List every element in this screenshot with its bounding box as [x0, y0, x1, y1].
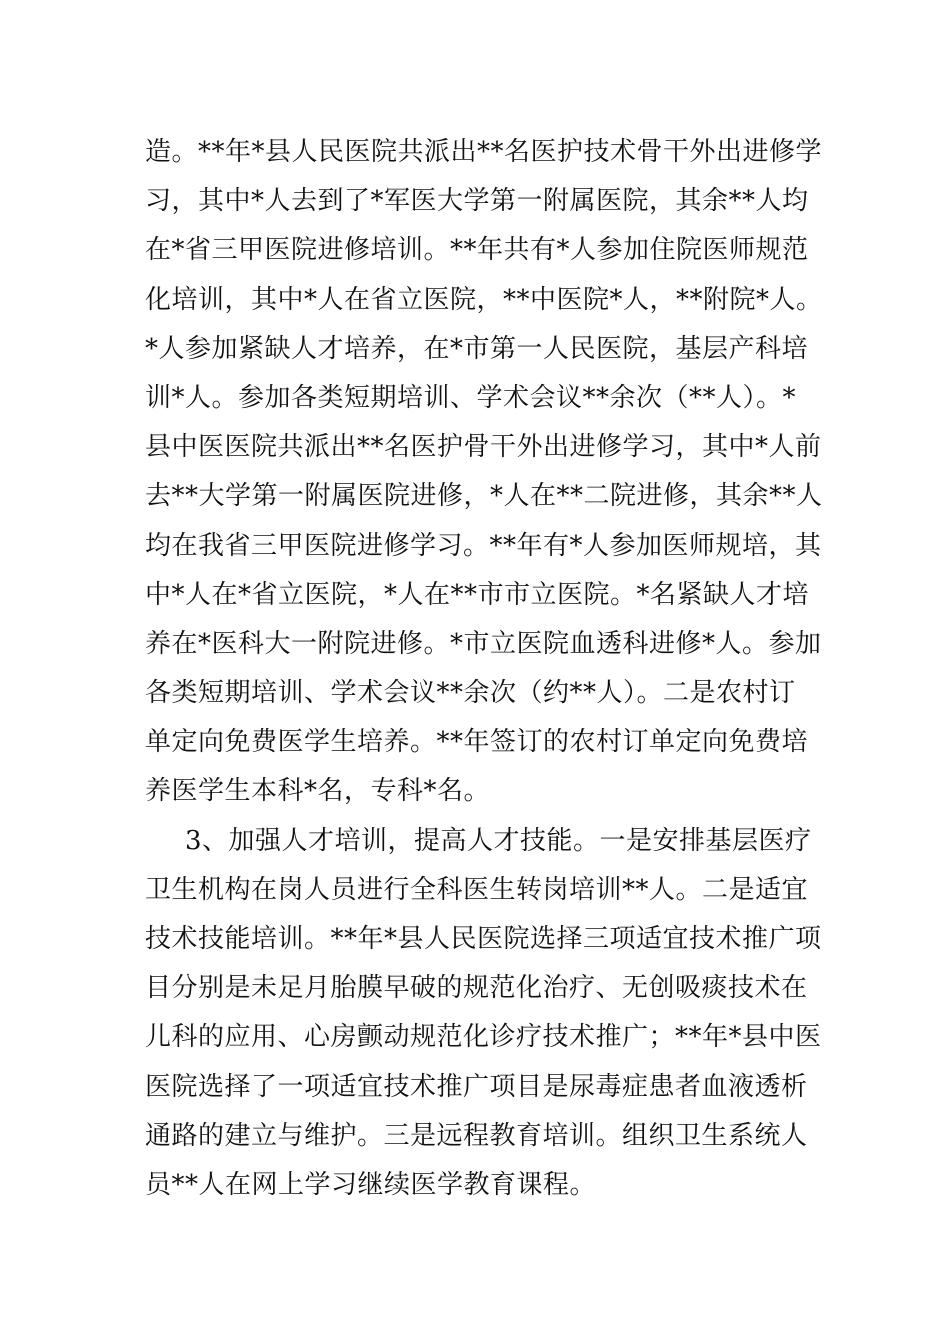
text-line: 习，其中*人去到了*军医大学第一附属医院，其余**人均 — [145, 186, 809, 217]
text-line: 单定向免费医学生培养。**年签订的农村订单定向免费培 — [145, 727, 809, 758]
text-line: 去**大学第一附属医院进修，*人在**二院进修，其余**人 — [145, 481, 823, 512]
text-line: 中*人在*省立医院，*人在**市市立医院。*名紧缺人才培 — [145, 579, 810, 610]
text-line: 在*省三甲医院进修培训。**年共有*人参加住院医师规范 — [145, 235, 809, 266]
text-line: 通路的建立与维护。三是远程教育培训。组织卫生系统人 — [145, 1120, 808, 1151]
text-line: 儿科的应用、心房颤动规范化诊疗技术推广；**年*县中医 — [145, 1022, 822, 1053]
document-body — [145, 128, 823, 1210]
text-line: 3、加强人才培训，提高人才技能。一是安排基层医疗 — [185, 825, 812, 856]
text-line: 各类短期培训、学术会议**余次（约**人）。二是农村订 — [145, 678, 796, 709]
text-line: 县中医医院共派出**名医护骨干外出进修学习，其中*人前 — [145, 432, 822, 463]
text-line: 养在*医科大一附院进修。*市立医院血透科进修*人。参加 — [145, 628, 822, 659]
text-line: 均在我省三甲医院进修学习。**年有*人参加医师规培，其 — [145, 530, 822, 561]
text-line: 技术技能培训。**年*县人民医院选择三项适宜技术推广项 — [145, 924, 822, 954]
text-line: *人参加紧缺人才培养，在*市第一人民医院，基层产科培 — [145, 333, 809, 364]
paragraph-2 — [145, 817, 822, 1211]
text-line: 医院选择了一项适宜技术推广项目是尿毒症患者血液透析 — [145, 1071, 808, 1102]
text-line: 卫生机构在岗人员进行全科医生转岗培训**人。二是适宜 — [145, 874, 809, 905]
text-line: 员**人在网上学习继续医学教育课程。 — [145, 1169, 597, 1200]
text-line: 造。**年*县人民医院共派出**名医护技术骨干外出进修学 — [145, 137, 823, 167]
text-line: 化培训，其中*人在省立医院，**中医院*人，**附院*人。 — [145, 284, 823, 315]
text-line: 训*人。参加各类短期培训、学术会议**余次（**人）。* — [145, 382, 797, 413]
text-line: 养医学生本科*名，专科*名。 — [145, 776, 491, 807]
paragraph-1 — [145, 128, 823, 817]
text-line: 目分别是未足月胎膜早破的规范化治疗、无创吸痰技术在 — [145, 973, 808, 1004]
